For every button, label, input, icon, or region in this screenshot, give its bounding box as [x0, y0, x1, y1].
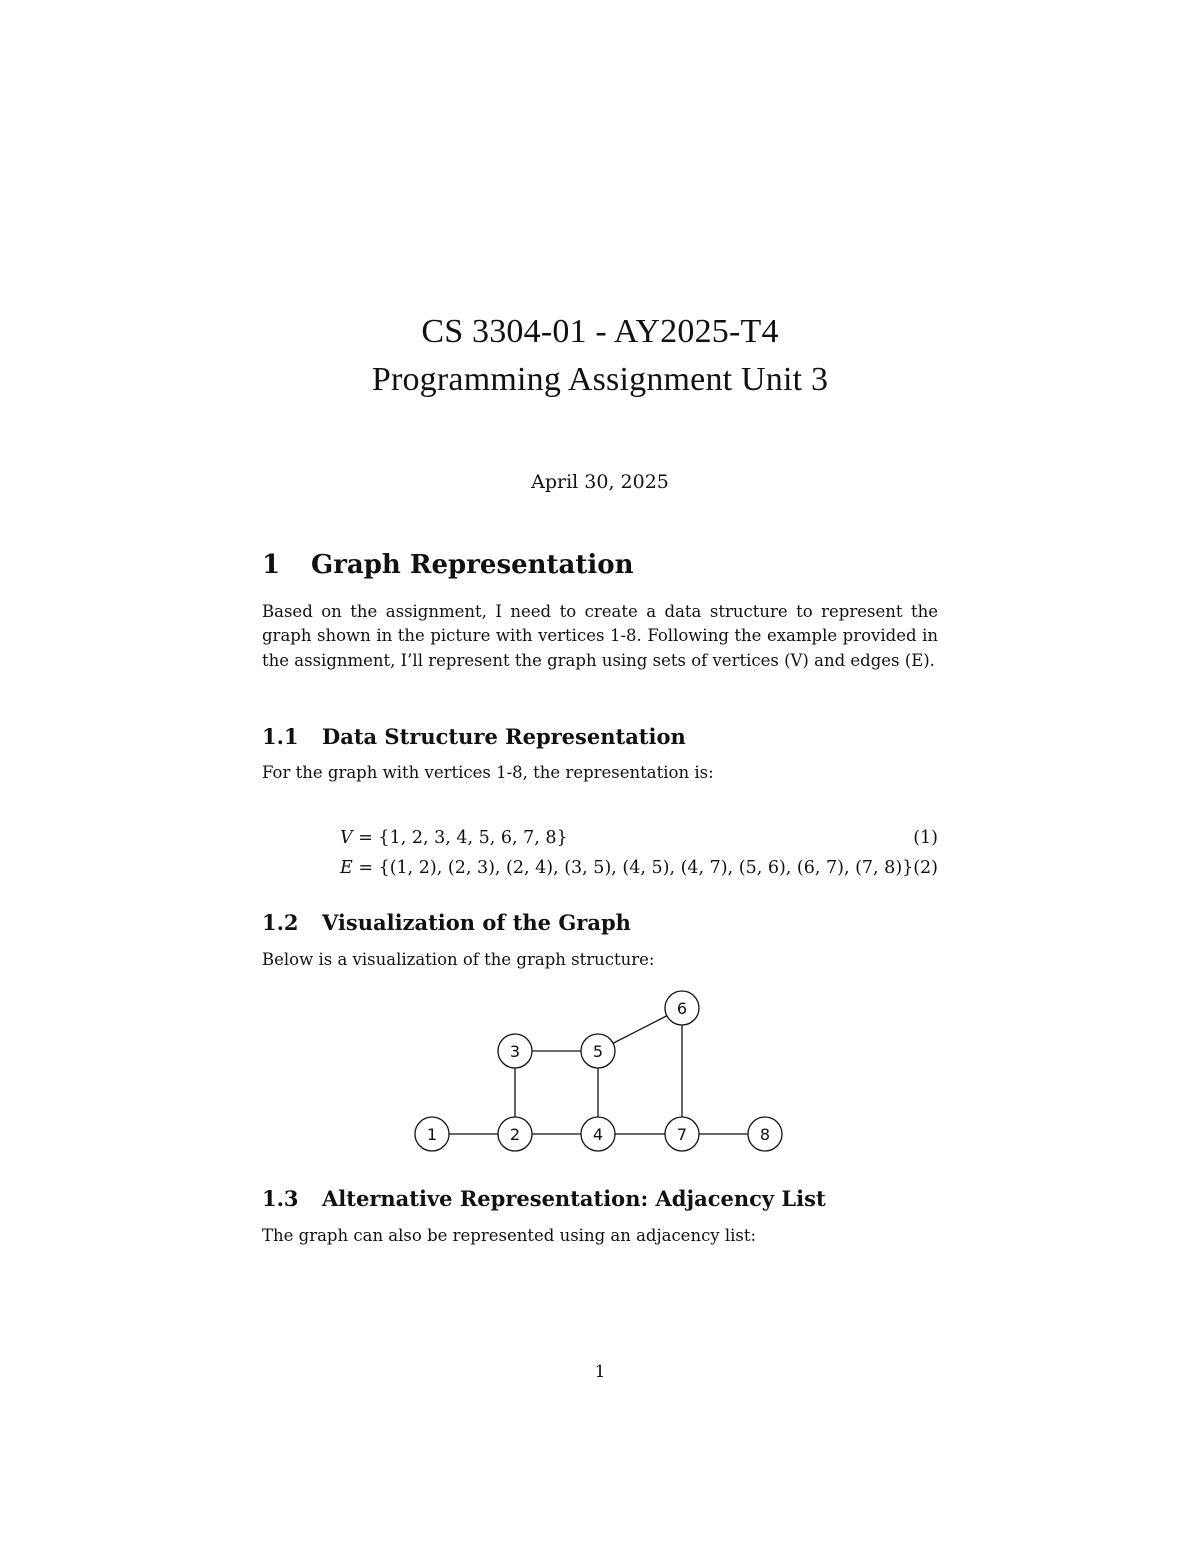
vertex-label: 2 [509, 1125, 521, 1144]
graph-vertex-4 [581, 1117, 615, 1151]
graph-vertex-5 [581, 1034, 615, 1068]
section-1-3-heading [262, 1186, 826, 1211]
graph-vertex-8 [748, 1117, 782, 1151]
equation-rhs: = {(1, 2), (2, 3), (2, 4), (3, 5), (4, 5), (4, 7), (5, 6), (6, 7), (7, 8)} [352, 858, 914, 878]
vertex-label: 6 [676, 999, 688, 1018]
document-title-line1: CS 3304-01 - AY2025-T4 [421, 313, 779, 350]
graph-vertex-7 [665, 1117, 699, 1151]
equation-tag: (1) [913, 828, 938, 848]
graph-vertex-2 [498, 1117, 532, 1151]
vertex-label: 3 [509, 1042, 521, 1061]
section-title: Data Structure Representation [322, 724, 686, 749]
section-1-1-intro: For the graph with vertices 1-8, the representation is: [262, 763, 714, 782]
graph-vertex-1 [415, 1117, 449, 1151]
section-number: 1.3 [262, 1186, 299, 1211]
vertex-label: 4 [592, 1125, 604, 1144]
section-title: Graph Representation [311, 550, 634, 580]
section-1-paragraph: Based on the assignment, I need to create a data structure to represent the graph shown in the picture with vertices 1-8. Following the example provided in the assignment, I’ll represent the graph using sets of vertices (V) and edges (E). [262, 602, 938, 670]
section-1-2-intro: Below is a visualization of the graph structure: [262, 950, 655, 969]
document-date: April 30, 2025 [531, 471, 669, 493]
page-number: 1 [594, 1362, 606, 1382]
graph-vertex-3 [498, 1034, 532, 1068]
equation-tag: (2) [913, 858, 938, 878]
vertex-label: 5 [592, 1042, 604, 1061]
section-1-3-intro: The graph can also be represented using an adjacency list: [262, 1226, 757, 1245]
vertex-label: 8 [759, 1125, 771, 1144]
equation-lhs: E [340, 858, 353, 878]
section-number: 1.1 [262, 724, 299, 749]
section-number: 1 [262, 550, 281, 580]
equation-lhs: V [340, 828, 353, 848]
vertex-label: 7 [676, 1125, 688, 1144]
graph-vertex-6 [665, 991, 699, 1025]
graph-edge-5-6 [613, 1016, 667, 1044]
document-title-line2: Programming Assignment Unit 3 [371, 361, 829, 398]
equation-rhs: = {1, 2, 3, 4, 5, 6, 7, 8} [352, 828, 568, 848]
section-title: Visualization of the Graph [322, 910, 631, 935]
section-title: Alternative Representation: Adjacency List [322, 1186, 826, 1211]
section-number: 1.2 [262, 910, 299, 935]
vertex-label: 1 [426, 1125, 438, 1144]
